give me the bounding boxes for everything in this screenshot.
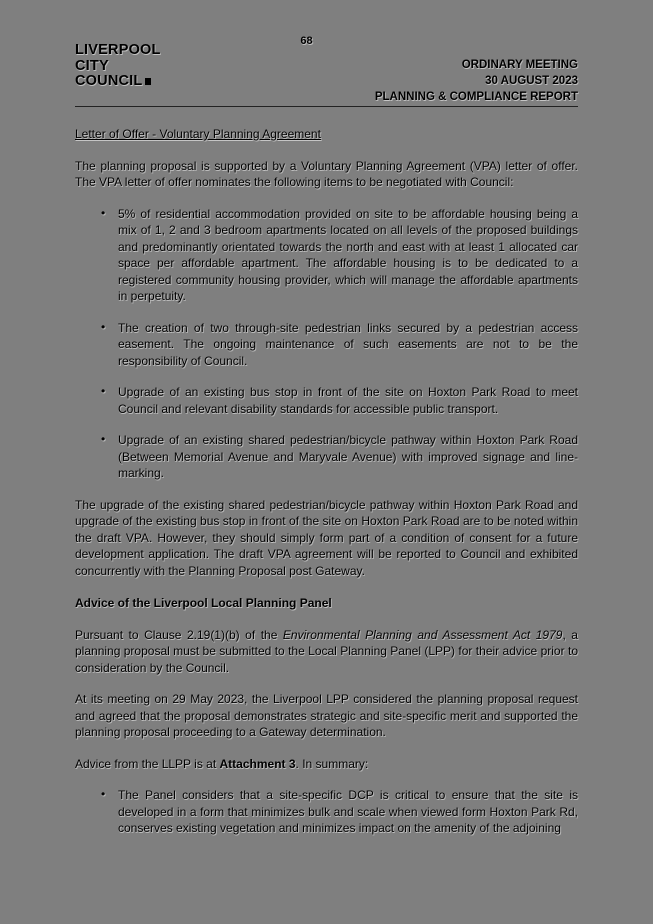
header-meeting-date: 30 AUGUST 2023 — [485, 75, 578, 87]
logo-line-3: COUNCIL — [75, 74, 161, 90]
page-number: 68 — [300, 35, 313, 47]
attachment-ref-bold: Attachment 3 — [219, 756, 296, 771]
paragraph-vpa-intro: The planning proposal is supported by a Voluntary Planning Agreement (VPA) letter of offer. The VPA letter of offer nominates the following items to be negotiated with Council: — [75, 158, 578, 189]
paragraph-run: . In summary: — [295, 756, 369, 771]
section-title-letter-of-offer: Letter of Offer - Voluntary Planning Agreement — [75, 127, 321, 141]
vpa-items-list — [75, 206, 578, 482]
logo-line-2: CITY — [75, 57, 109, 74]
list-item — [75, 432, 578, 482]
header-meeting-type: ORDINARY MEETING — [461, 59, 578, 71]
paragraph-lpp-meeting: At its meeting on 29 May 2023, the Liverpool LPP considered the planning proposal request and agreed that the proposal demonstrates strategic and site-specific merit and supported the planning proposal proceeding to a Gateway determination. — [75, 692, 578, 739]
bullet-icon: • — [101, 384, 106, 398]
paragraph-run: Pursuant to Clause 2.19(1)(b) of the — [75, 627, 283, 642]
panel-summary-list — [75, 787, 578, 837]
paragraph-attachment-ref — [75, 756, 578, 773]
act-name-italic: Environmental Planning and Assessment Act 1979 — [282, 627, 563, 642]
list-item-text: 5% of residential accommodation provided on site to be affordable housing being a mix of 1, 2 and 3 bedroom apartments located on all levels of the proposed buildings and predominantly orientated towards the north and east with at least 1 allocated car space per affordable apartment. The affordable housing is to be dedicated to a registered community housing provider, which will manage the affordable apartments in perpetuity. — [118, 206, 578, 303]
header-report-title: PLANNING & COMPLIANCE REPORT — [374, 91, 578, 103]
list-item — [75, 320, 578, 370]
paragraph-run: Advice from the LLPP is at — [75, 756, 220, 771]
council-logo — [75, 43, 161, 90]
list-item — [75, 384, 578, 417]
bullet-icon: • — [101, 787, 106, 801]
list-item-text: Upgrade of an existing bus stop in front of the site on Hoxton Park Road to meet Council and relevant disability standards for accessible public transport. — [118, 385, 578, 416]
logo-mark-icon — [145, 78, 151, 85]
header-divider — [75, 106, 578, 107]
list-item-text: The creation of two through-site pedestrian links secured by a pedestrian access easement. The ongoing maintenance of such easements are not to be the responsibility of Council. — [118, 320, 578, 368]
section-title-llpp-advice: Advice of the Liverpool Local Planning Panel — [75, 596, 332, 610]
list-item-text: Upgrade of an existing shared pedestrian/bicycle pathway within Hoxton Park Road (Between Memorial Avenue and Maryvale Avenue) with improved signage and line-marking. — [118, 433, 578, 480]
paragraph-run: , a planning proposal must be submitted to the Local Planning Panel (LPP) for their advice prior to consideration by the Council. — [75, 627, 578, 675]
report-header — [375, 57, 578, 105]
bullet-icon: • — [101, 432, 106, 446]
logo-line-1: LIVERPOOL — [75, 42, 161, 58]
document-body — [75, 120, 578, 837]
paragraph-vpa-upgrades-note: The upgrade of the existing shared pedestrian/bicycle pathway within Hoxton Park Road and upgrade of the existing bus stop in front of the site on Hoxton Park Road are to be noted within the draft VPA. However, they should simply form part of a condition of consent for a future development application. The draft VPA agreement will be reported to Council and exhibited concurrently with the Planning Proposal post Gateway. — [75, 497, 578, 578]
list-item-text: The Panel considers that a site-specific DCP is critical to ensure that the site is developed in a form that minimizes bulk and scale when viewed form Hoxton Park Rd, conserves existing vegetation and minimizes impact on the amenity of the adjoining — [118, 788, 578, 835]
bullet-icon: • — [101, 205, 106, 220]
list-item — [75, 206, 578, 305]
paragraph-clause-219 — [75, 627, 578, 677]
list-item — [75, 787, 578, 837]
bullet-icon: • — [101, 319, 106, 334]
